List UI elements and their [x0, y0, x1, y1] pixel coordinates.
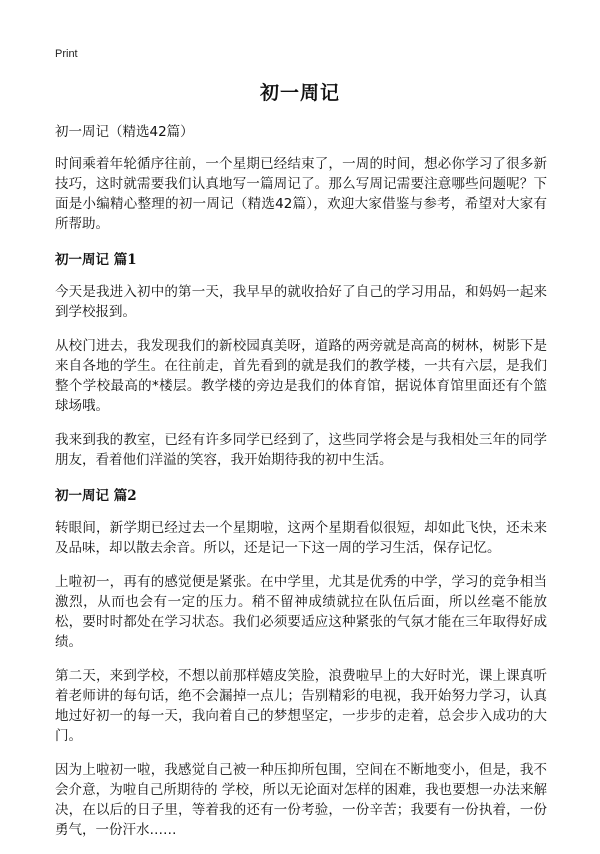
paragraph: 转眼间，新学期已经过去一个星期啦，这两个星期看似很短，却如此飞快，还未来及品味，却以散去余音。所以，还是记一下这一周的学习生活，保存记忆。: [55, 520, 547, 556]
paragraph: 我来到我的教室，已经有许多同学已经到了，这些同学将会是与我相处三年的同学朋友，看着他们洋溢的笑容，我开始期待我的初中生活。: [55, 432, 547, 468]
article-body: [55, 120, 547, 854]
section-heading-text: 初一周记 篇: [55, 488, 128, 504]
paragraph: 今天是我进入初中的第一天，我早早的就收拾好了自己的学习用品，和妈妈一起来到学校报到。: [55, 284, 547, 320]
paragraph: 上啦初一，再有的感觉便是紧张。在中学里，尤其是优秀的中学，学习的竞争相当激烈，从而也会有一定的压力。稍不留神成绩就拉在队伍后面，所以丝毫不能放松，要时时都处在学习状态。我们必须要适应这种紧张的气氛才能在三年取得好成绩。: [55, 574, 547, 650]
paragraph: 从校门进去，我发现我们的新校园真美呀，道路的两旁就是高高的树林，树影下是来自各地的学生。在往前走，首先看到的就是我们的教学楼，一共有六层，是我们整个学校最高的*楼层。教学楼的旁边是我们的体育馆，据说体育馆里面还有个篮球场哦。: [55, 338, 547, 414]
intro-paragraph: 时间乘着年轮循序往前，一个星期已经结束了，一周的时间，想必你学习了很多新技巧，这时就需要我们认真地写一篇周记了。那么写周记需要注意哪些问题呢？下面是小编精心整理的初一周记（精选42篇），欢迎大家借鉴与参考，希望对大家有所帮助。: [55, 156, 547, 232]
section-heading-text: 初一周记 篇: [55, 252, 128, 268]
article-subtitle: 初一周记（精选42篇）: [55, 124, 194, 140]
section-heading-number: 1: [127, 252, 137, 268]
paragraph: 因为上啦初一啦，我感觉自己被一种压抑所包围，空间在不断地变小，但是，我不会介意，为啦自己所期待的 学校，所以无论面对怎样的困难，我也要想一办法来解决，在以后的日子里，等着我的还有一份考验，一份辛苦；我要有一份执着，一份勇气，一份汗水……: [55, 762, 547, 838]
print-link[interactable]: Print: [55, 48, 78, 60]
section-heading-1: [55, 248, 547, 268]
page-title: 初一周记: [259, 82, 340, 104]
section-heading-2: [55, 484, 547, 504]
paragraph: 第二天，来到学校，不想以前那样嬉皮笑脸，浪费啦早上的大好时光，课上课真听着老师讲的每句话，绝不会漏掉一点儿；告别精彩的电视，我开始努力学习，认真地过好初一的每一天，我向着自己的梦想坚定，一步步的走着，总会步入成功的大门。: [55, 668, 547, 744]
section-heading-number: 2: [127, 488, 137, 504]
